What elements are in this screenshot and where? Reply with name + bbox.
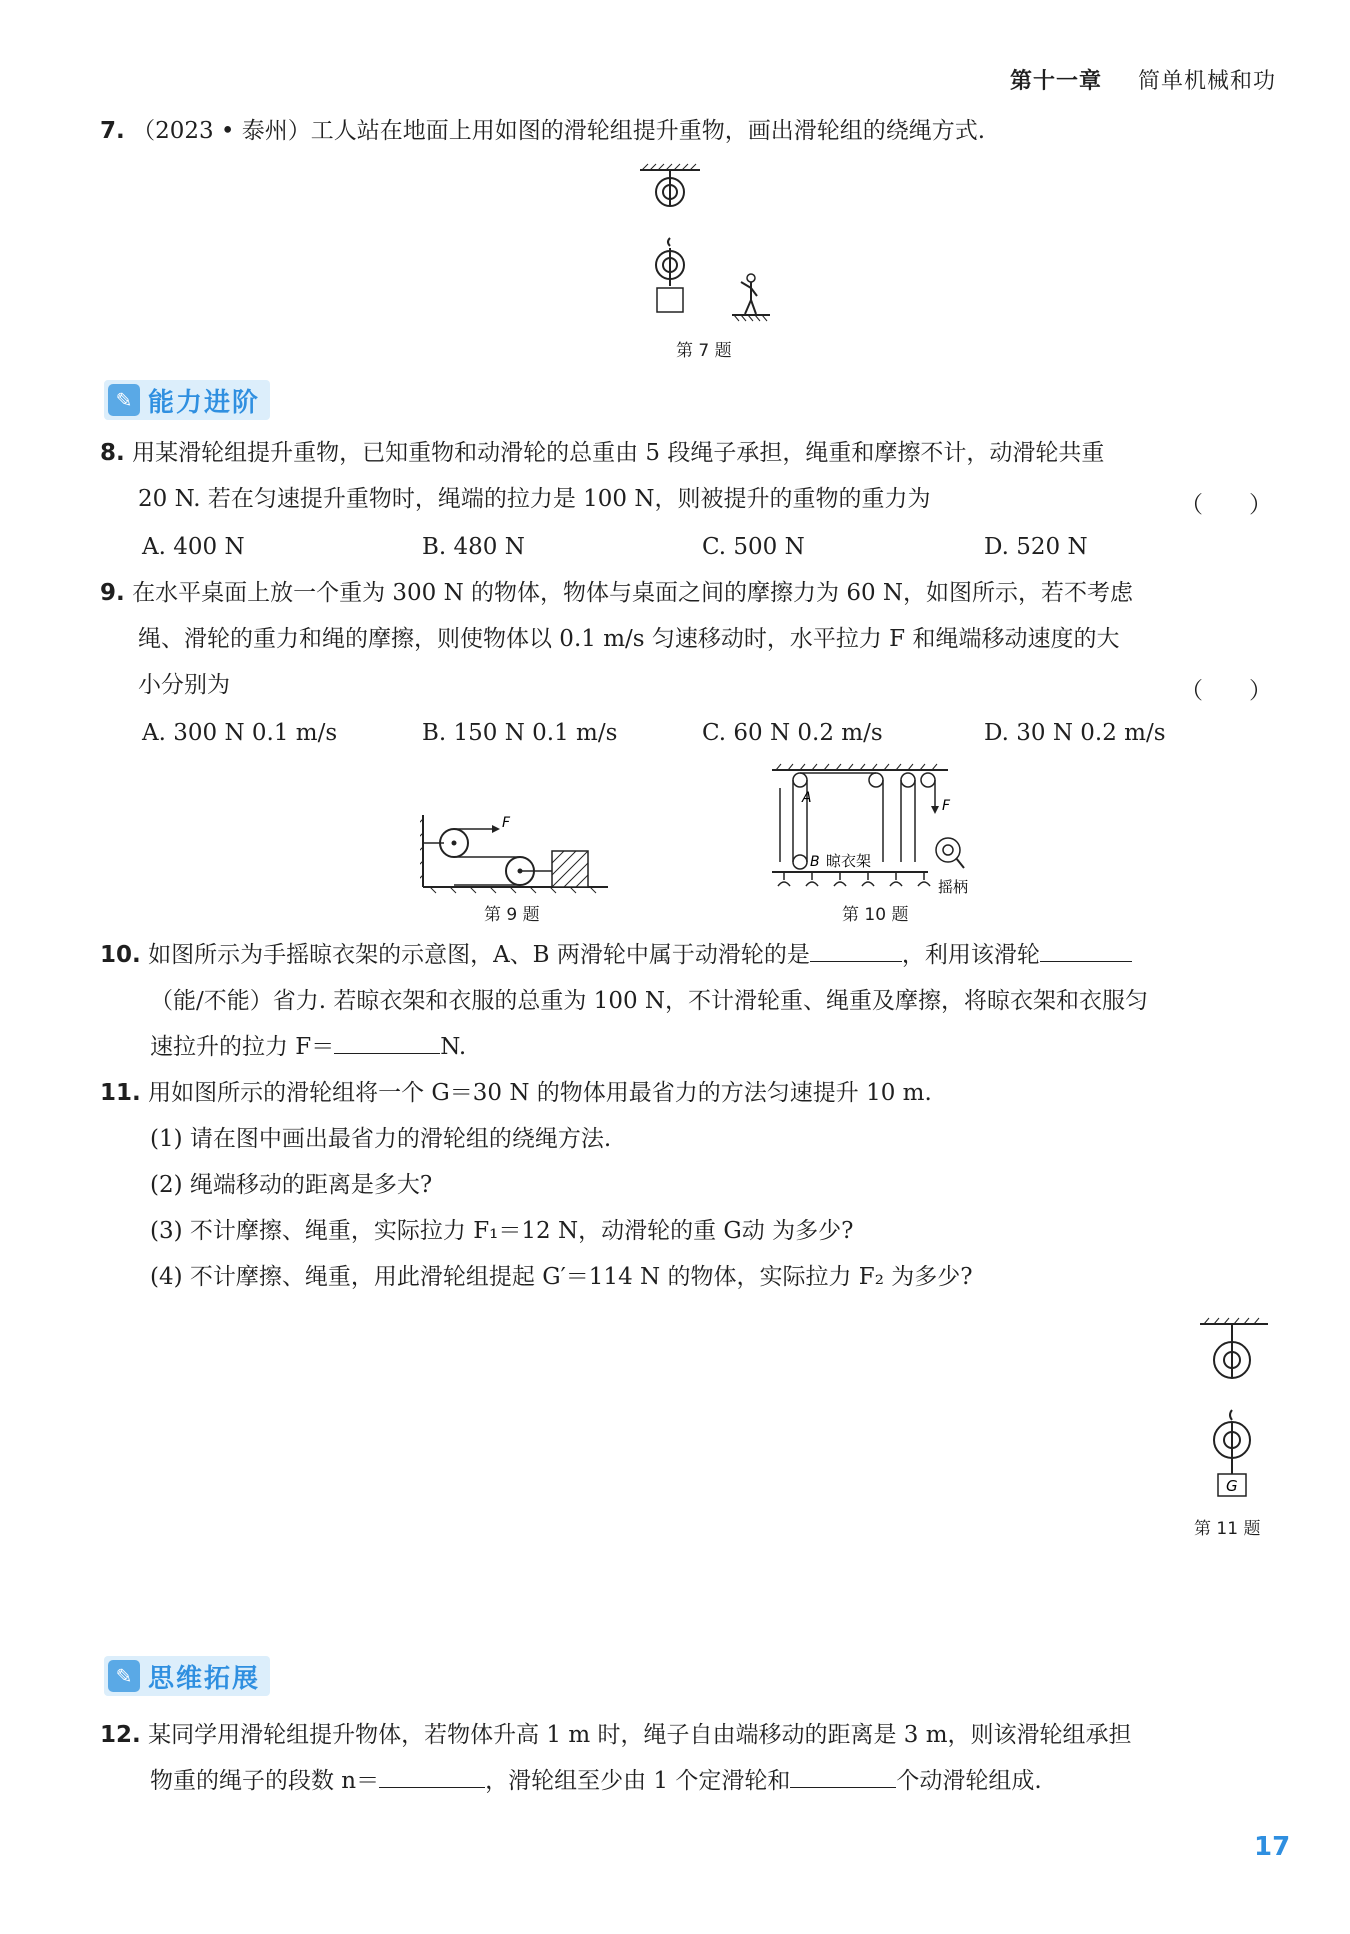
question-11-sub3: (3) 不计摩擦、绳重，实际拉力 F₁＝12 N，动滑轮的重 G动 为多少? <box>150 1218 854 1244</box>
question-11-sub1: (1) 请在图中画出最省力的滑轮组的绕绳方法. <box>150 1126 612 1152</box>
question-text: 在水平桌面上放一个重为 300 N 的物体，物体与桌面之间的摩擦力为 60 N，如图所示，若不考虑 <box>132 580 1134 606</box>
answer-blank[interactable] <box>790 1759 896 1788</box>
force-label: F <box>942 798 951 814</box>
question-10: 10. 如图所示为手摇晾衣架的示意图，A、B 两滑轮中属于动滑轮的是 ，利用该滑轮 <box>100 932 1132 978</box>
option-a: A. 300 N 0.1 m/s <box>142 720 338 746</box>
option-a: A. 400 N <box>142 534 245 560</box>
figure-q10-clothes-rack <box>768 762 998 904</box>
question-11-sub2: (2) 绳端移动的距离是多大? <box>150 1172 433 1198</box>
answer-blank[interactable] <box>379 1759 485 1788</box>
answer-blank[interactable] <box>810 933 902 962</box>
question-8 <box>100 430 1104 476</box>
figure-caption-q10: 第 10 题 <box>842 905 909 925</box>
question-text: 如图所示为手摇晾衣架的示意图，A、B 两滑轮中属于动滑轮的是 <box>148 942 810 968</box>
question-8-line2: 20 N. 若在匀速提升重物时，绳端的拉力是 100 N，则被提升的重物的重力为 <box>138 486 931 512</box>
rack-label: 晾衣架 <box>826 852 872 870</box>
pencil-icon: ✎ <box>108 1660 140 1692</box>
answer-blank[interactable] <box>334 1025 440 1054</box>
question-10-line3: 速拉升的拉力 F＝ N. <box>150 1024 466 1070</box>
answer-bracket: （ ） <box>1180 678 1272 704</box>
answer-bracket: （ ） <box>1180 492 1272 518</box>
question-text: 某同学用滑轮组提升物体，若物体升高 1 m 时，绳子自由端移动的距离是 3 m，则该滑轮组承担 <box>148 1722 1132 1748</box>
option-b: B. 150 N 0.1 m/s <box>422 720 618 746</box>
answer-blank[interactable] <box>1040 933 1132 962</box>
question-number: 10. <box>100 942 141 968</box>
option-d: D. 520 N <box>984 534 1088 560</box>
question-12-line2: 物重的绳子的段数 n＝ ，滑轮组至少由 1 个定滑轮和 个动滑轮组成. <box>150 1758 1042 1804</box>
chapter-label: 第十一章 <box>1010 69 1103 94</box>
question-text: 用某滑轮组提升重物，已知重物和动滑轮的总重由 5 段绳子承担，绳重和摩擦不计，动滑轮共重 <box>132 440 1105 466</box>
page-number: 17 <box>1254 1832 1291 1862</box>
question-number: 8. <box>100 440 125 466</box>
section-header-ability: ✎ 能力进阶 <box>104 380 270 420</box>
chapter-title: 简单机械和功 <box>1138 69 1277 94</box>
question-12 <box>100 1712 1132 1758</box>
pulley-a-label: A <box>802 790 812 806</box>
question-number: 11. <box>100 1080 141 1106</box>
figure-caption-q9: 第 9 题 <box>484 905 540 925</box>
option-c: C. 60 N 0.2 m/s <box>702 720 883 746</box>
question-number: 9. <box>100 580 125 606</box>
pencil-icon: ✎ <box>108 384 140 416</box>
pulley-b-label: B <box>810 854 820 870</box>
figure-q7-pulley-system <box>620 160 780 335</box>
question-text: 用如图所示的滑轮组将一个 G＝30 N 的物体用最省力的方法匀速提升 10 m. <box>148 1080 932 1106</box>
option-b: B. 480 N <box>422 534 525 560</box>
question-text: （2023 • 泰州）工人站在地面上用如图的滑轮组提升重物，画出滑轮组的绕绳方式. <box>132 118 986 144</box>
question-11-sub4: (4) 不计摩擦、绳重，用此滑轮组提起 G′＝114 N 的物体，实际拉力 F₂ 为多少? <box>150 1264 973 1290</box>
force-label: F <box>502 815 511 831</box>
section-header-thinking: ✎ 思维拓展 <box>104 1656 270 1696</box>
question-number: 7. <box>100 118 125 144</box>
figure-caption-q11: 第 11 题 <box>1194 1519 1261 1539</box>
weight-label: G <box>1226 1477 1238 1495</box>
question-9-line3: 小分别为 <box>138 672 230 698</box>
question-9 <box>100 570 1133 616</box>
figure-q9-horizontal-pulley <box>420 805 620 905</box>
question-9-line2: 绳、滑轮的重力和绳的摩擦，则使物体以 0.1 m/s 匀速移动时，水平拉力 F 和绳端移动速度的大 <box>138 626 1120 652</box>
question-number: 12. <box>100 1722 141 1748</box>
option-c: C. 500 N <box>702 534 805 560</box>
option-d: D. 30 N 0.2 m/s <box>984 720 1166 746</box>
figure-caption-q7: 第 7 题 <box>676 341 732 361</box>
question-7 <box>100 108 985 154</box>
handle-label: 摇柄 <box>938 878 969 896</box>
question-11 <box>100 1070 932 1116</box>
figure-q11-pulley-system <box>1196 1316 1276 1506</box>
question-10-line2: （能/不能）省力. 若晾衣架和衣服的总重为 100 N，不计滑轮重、绳重及摩擦，将晾衣架和衣服匀 <box>150 988 1149 1014</box>
